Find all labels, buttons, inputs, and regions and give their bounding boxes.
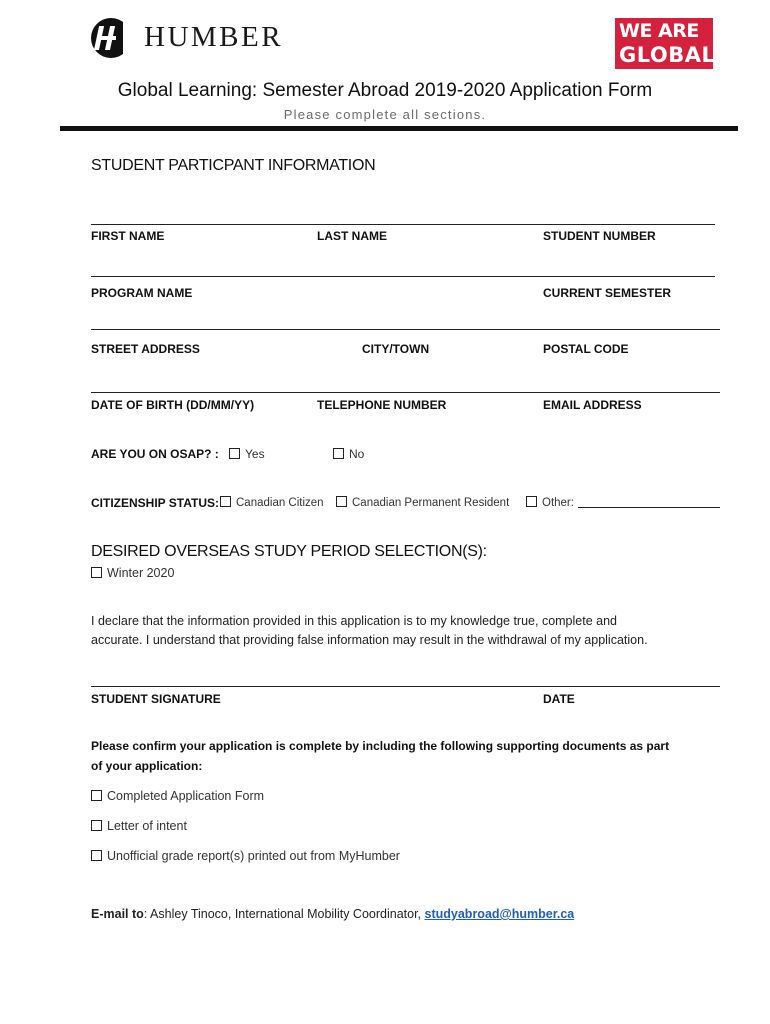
street-address-label: STREET ADDRESS — [91, 342, 200, 356]
last-name-label: LAST NAME — [317, 229, 387, 243]
letter-of-intent-checkbox[interactable] — [91, 820, 102, 831]
permanent-resident-checkbox[interactable] — [336, 496, 347, 507]
badge-line-1: WE ARE — [619, 20, 699, 42]
humber-logo — [90, 17, 290, 59]
signature-input-line[interactable] — [91, 686, 720, 687]
osap-yes-text: Yes — [245, 447, 265, 461]
row2-input-line[interactable] — [91, 276, 715, 277]
winter-2020-text: Winter 2020 — [107, 566, 175, 580]
citizen-option[interactable] — [220, 496, 324, 509]
student-signature-label: STUDENT SIGNATURE — [91, 692, 221, 706]
letter-of-intent-text: Letter of intent — [107, 819, 187, 833]
grade-report-text: Unofficial grade report(s) printed out from MyHumber — [107, 849, 400, 863]
contact-prefix: E-mail to — [91, 907, 144, 921]
citizenship-label: CITIZENSHIP STATUS: — [91, 496, 220, 510]
winter-2020-option[interactable] — [91, 566, 174, 580]
other-text: Other: — [542, 497, 574, 509]
contact-text: : Ashley Tinoco, International Mobility Coordinator, — [143, 907, 425, 921]
city-town-label: CITY/TOWN — [362, 342, 430, 356]
form-subtitle: Please complete all sections. — [283, 107, 487, 122]
document-item-letter-of-intent[interactable] — [91, 819, 187, 833]
email-label: EMAIL ADDRESS — [543, 398, 642, 412]
row3-input-line[interactable] — [91, 329, 720, 330]
citizen-text: Canadian Citizen — [236, 497, 324, 509]
row1-input-line[interactable] — [91, 224, 715, 225]
date-label: DATE — [543, 692, 575, 706]
declaration-line-1: I declare that the information provided in this application is to my knowledge true, complete and — [91, 614, 617, 628]
logo-wordmark: HUMBER — [144, 21, 284, 53]
contact-line — [91, 907, 574, 921]
documents-intro-line-1: Please confirm your application is complete by including the following supporting documents as part — [91, 739, 670, 753]
documents-intro-line-2: of your application: — [91, 759, 203, 773]
we-are-global-badge — [615, 18, 716, 69]
form-title: Global Learning: Semester Abroad 2019-2020 Application Form — [117, 80, 653, 101]
other-checkbox[interactable] — [526, 496, 537, 507]
permanent-resident-option[interactable] — [336, 496, 509, 509]
winter-2020-checkbox[interactable] — [91, 567, 102, 578]
program-name-label: PROGRAM NAME — [91, 286, 193, 300]
application-form-text: Completed Application Form — [107, 789, 265, 803]
badge-line-2: GLOBAL — [619, 43, 716, 67]
student-section-heading: STUDENT PARTICPANT INFORMATION — [91, 157, 376, 174]
osap-label: ARE YOU ON OSAP? : — [91, 447, 219, 461]
first-name-label: FIRST NAME — [91, 229, 165, 243]
other-option[interactable] — [526, 496, 574, 509]
document-item-application-form[interactable] — [91, 789, 264, 803]
application-form-checkbox[interactable] — [91, 790, 102, 801]
osap-yes-checkbox[interactable] — [229, 448, 240, 459]
title-divider — [60, 126, 738, 131]
date-of-birth-label: DATE OF BIRTH (DD/MM/YY) — [91, 398, 255, 412]
permanent-resident-text: Canadian Permanent Resident — [352, 497, 510, 509]
row4-input-line[interactable] — [91, 392, 720, 393]
osap-no-checkbox[interactable] — [333, 448, 344, 459]
osap-yes-option[interactable] — [229, 447, 265, 461]
declaration-line-2: accurate. I understand that providing false information may result in the withdrawal of my application. — [91, 633, 648, 647]
telephone-label: TELEPHONE NUMBER — [317, 398, 447, 412]
other-input-line[interactable] — [578, 507, 720, 508]
grade-report-checkbox[interactable] — [91, 850, 102, 861]
contact-email-link[interactable]: studyabroad@humber.ca — [424, 907, 575, 921]
osap-no-option[interactable] — [333, 447, 364, 461]
postal-code-label: POSTAL CODE — [543, 342, 629, 356]
osap-no-text: No — [349, 447, 365, 461]
study-period-heading: DESIRED OVERSEAS STUDY PERIOD SELECTION(S): — [91, 543, 487, 560]
current-semester-label: CURRENT SEMESTER — [543, 286, 672, 300]
document-item-grade-report[interactable] — [91, 849, 400, 863]
humber-logo-mark-icon — [90, 17, 134, 59]
student-number-label: STUDENT NUMBER — [543, 229, 656, 243]
citizen-checkbox[interactable] — [220, 496, 231, 507]
